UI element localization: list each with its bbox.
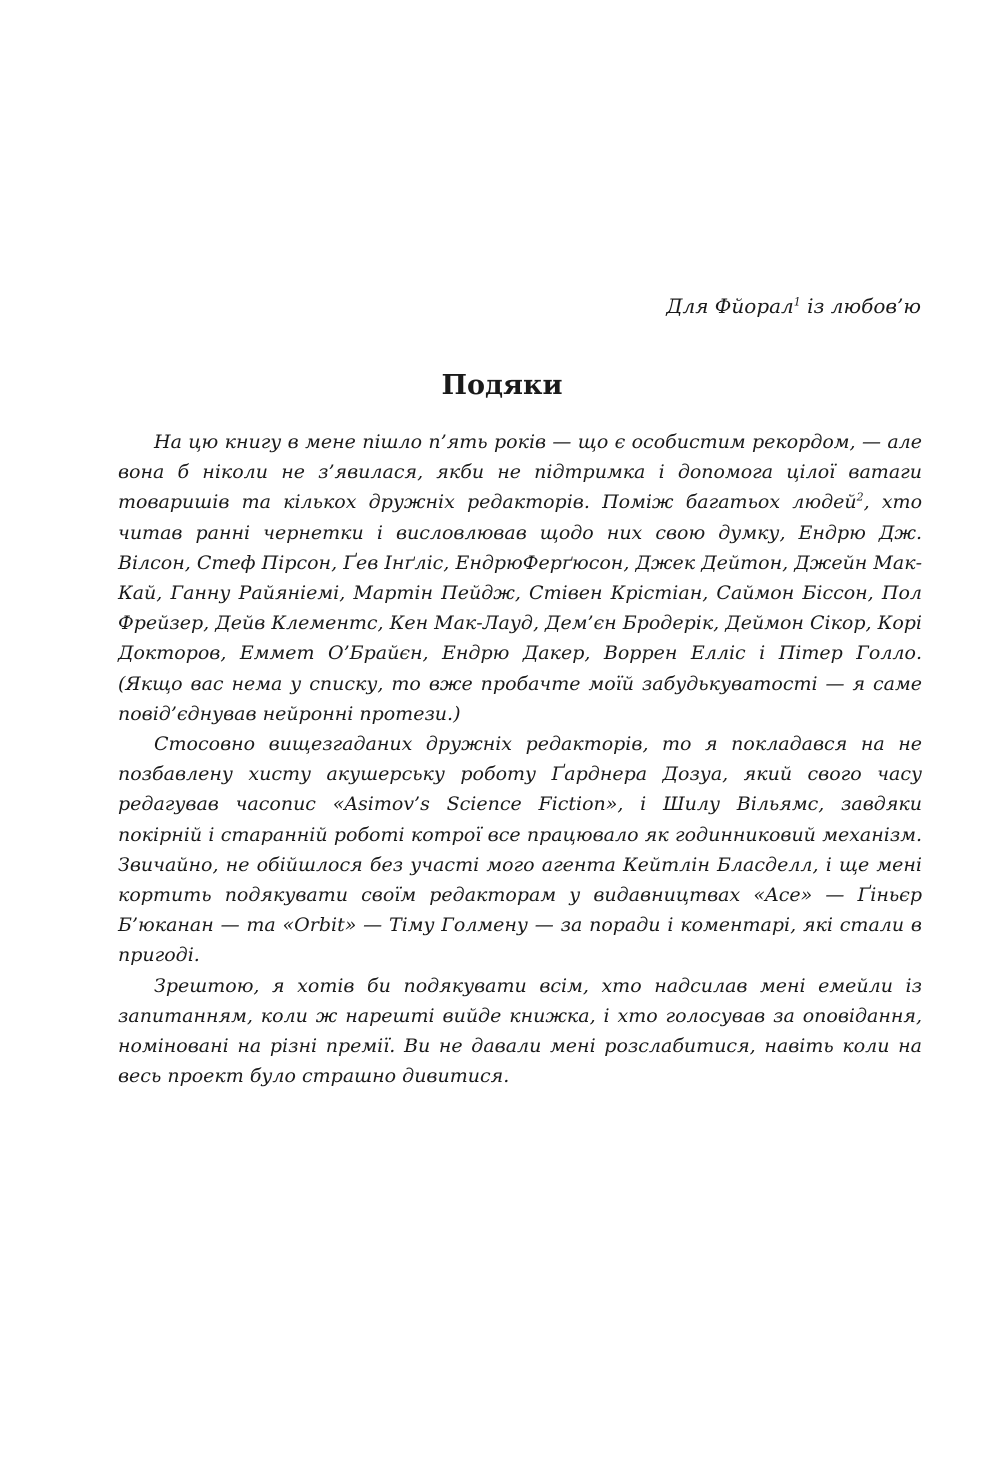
- paragraph-1-text-after: , хто читав ранні чернетки і висловлював щодо них свою думку, Ендрю Дж. Вілсон, Стеф Пірсон, Ґев Інґліс, ЕндрюФерґюсон, Джек Дейтон, Джейн Мак-Кай, Ганну Райяніемі, Мартін Пейдж, Стівен Крістіан, Саймон Біссон, Пол Фрейзер, Дейв Клементс, Кен Мак-Лауд, Дем’єн Бродерік, Деймон Сікор, Корі Докторов, Еммет О’Брайєн, Ендрю Дакер, Воррен Елліс і Пітер Голло. (Якщо вас нема у списку, то вже пробачте моїй забудькуватості — я саме повід’єднував нейронні протези.): [118, 491, 923, 725]
- acknowledgements-body: [118, 427, 922, 1091]
- dedication-text-after: із любов’ю: [800, 294, 921, 318]
- dedication: [321, 292, 921, 320]
- paragraph-1-text: На цю книгу в мене пішло п’ять років — що є особистим рекордом, — але вона б ніколи не з’явилася, якби не підтримка і допомога цілої ватаги товаришів та кількох дружніх редакторів. Поміж багатьох людей: [118, 431, 922, 514]
- paragraph-2: Стосовно вищезгаданих дружніх редакторів, то я покладався на не позбавлену хисту акушерську роботу Ґарднера Дозуа, який свого часу редагував часопис «Asimov’s Science Fiction», і Шилу Вільямс, завдяки покірній і старанній роботі котрої все працювало як годинниковий механізм. Звичайно, не обійшлося без участі мого агента Кейтлін Бласделл, і ще мені кортить подякувати своїм редакторам у видавництвах «Ace» — Ґіньєр Б’юканан — та «Orbit» — Тіму Голмену — за поради і коментарі, які стали в пригоді.: [118, 733, 922, 967]
- dedication-text: Для Фйорал: [666, 294, 794, 318]
- footnote-mark-2: 2: [856, 491, 864, 505]
- footnote-mark-1: 1: [793, 295, 801, 309]
- paragraph-1: [118, 427, 922, 729]
- paragraph-3: Зрештою, я хотів би подякувати всім, хто надсилав мені емейли із запитанням, коли ж нарешті вийде книжка, і хто голосував за оповідання, номіновані на різні премії. Ви не давали мені розслабитися, навіть коли на весь проект було страшно дивитися.: [118, 974, 922, 1088]
- page-title: Подяки: [441, 370, 563, 401]
